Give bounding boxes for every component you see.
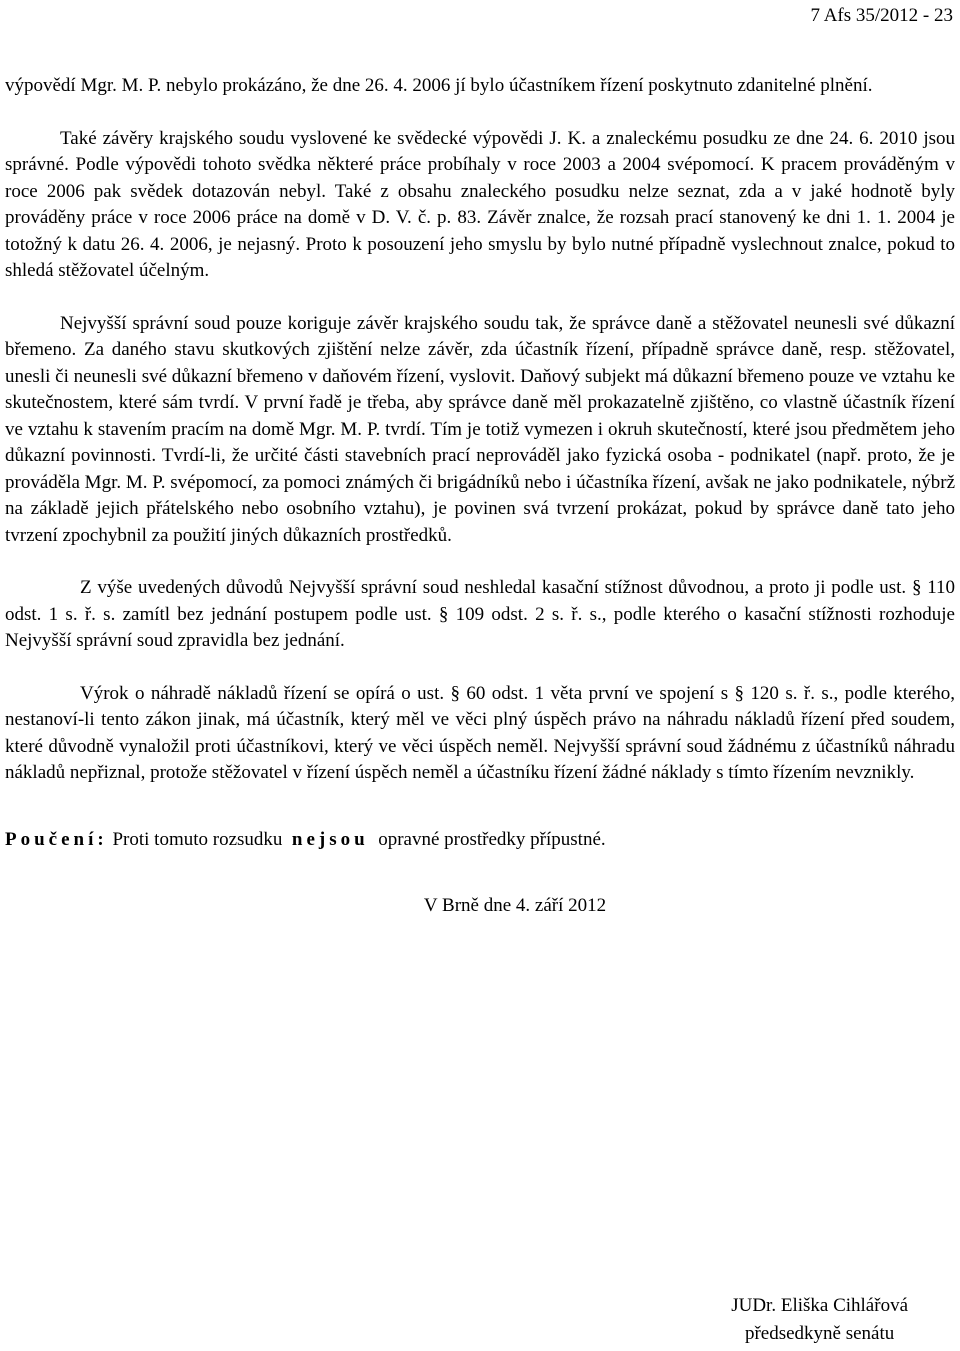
document-body bbox=[5, 73, 955, 920]
instruction-emphasis: nejsou bbox=[291, 828, 369, 850]
signatory-role: předsedkyně senátu bbox=[744, 1323, 895, 1344]
case-number: 7 Afs 35/2012 - 23 bbox=[810, 5, 953, 26]
place-and-date: V Brně dne 4. září 2012 bbox=[423, 895, 607, 916]
signatory-name: JUDr. Eliška Cihlářová bbox=[731, 1295, 908, 1316]
instruction-label: Poučení: bbox=[5, 828, 108, 850]
instruction-text-after: opravné prostředky přípustné. bbox=[378, 828, 606, 850]
paragraph-5: Výrok o náhradě nákladů řízení se opírá o ust. § 60 odst. 1 věta první ve spojení s § 120 s. ř. s., podle kterého, nestanoví-li tento zákon jinak, má účastník, který měl ve věci plný úspěch právo na náhradu nákladů řízení před soudem, které důvodně vynaložil proti účastníkovi, který ve věci úspěch neměl. Nejvyšší správní soud žádnému z účastníků náhradu nákladů nepřiznal, protože stěžovatel v řízení úspěch neměl a účastníku řízení žádné náklady s tímto řízením nevznikly. bbox=[5, 682, 955, 783]
paragraph-3: Nejvyšší správní soud pouze koriguje závěr krajského soudu tak, že správce daně a stěžovatel neunesli své důkazní břemeno. Za daného stavu skutkových zjištění nelze závěr, zda účastník řízení, případně správce daně, resp. stěžovatel, unesli či neunesli své důkazní břemeno v daňovém řízení, vyslovit. Daňový subjekt má důkazní břemeno pouze ve vztahu ke skutečnostem, které sám tvrdí. V první řadě je třeba, aby správce daně měl prokazatelně zjištěno, co vlastně účastník řízení ve vztahu k stavením pracím na domě Mgr. M. P. tvrdí. Tím je totiž vymezen i okruh skutečností, které jsou předmětem jeho důkazní povinnosti. Tvrdí-li, že určité části stavebních prací neprováděl jako fyzická osoba - podnikatel (např. proto, že je prováděla Mgr. M. P. svépomocí, za pomoci známých či brigádníků nebo i účastníka řízení, avšak ne jako podnikatele, nýbrž na základě jejich přátelského nebo osobního vztahu), je povinen svá tvrzení prokázat, pokud by správce daně tato jeho tvrzení zpochybnil za použití jiných důkazních prostředků. bbox=[5, 312, 955, 546]
paragraph-4: Z výše uvedených důvodů Nejvyšší správní soud neshledal kasační stížnost důvodnou, a proto ji podle ust. § 110 odst. 1 s. ř. s. zamítl bez jednání postupem podle ust. § 109 odst. 2 s. ř. s., podle kterého o kasační stížnosti rozhoduje Nejvyšší správní soud zpravidla bez jednání. bbox=[5, 577, 955, 651]
paragraph-2: Také závěry krajského soudu vyslovené ke svědecké výpovědi J. K. a znaleckému posudku ze dne 24. 6. 2010 jsou správné. Podle výpovědi tohoto svědka některé práce probíhaly v roce 2003 a 2004 svépomocí. K pracem prováděným v roce 2006 pak svědek dotazován nebyl. Také z obsahu znaleckého posudku nelze seznat, zda a v jaké hodnotě byly prováděny práce v roce 2006 práce na domě v D. V. č. p. 83. Závěr znalce, že rozsah prací stanovený ke dni 1. 1. 2004 je totožný k datu 26. 4. 2006, je nejasný. Proto k posouzení jeho smyslu by bylo nutné případně vyslechnout znalce, pokud to shledá stěžovatel účelným. bbox=[5, 127, 955, 281]
legal-instruction bbox=[5, 827, 955, 854]
paragraph-1: výpovědí Mgr. M. P. nebylo prokázáno, že dne 26. 4. 2006 jí bylo účastníkem řízení poskytnuto zdanitelné plnění. bbox=[5, 75, 873, 96]
instruction-text-before: Proti tomuto rozsudku bbox=[112, 828, 283, 850]
signature-block bbox=[731, 1292, 908, 1348]
